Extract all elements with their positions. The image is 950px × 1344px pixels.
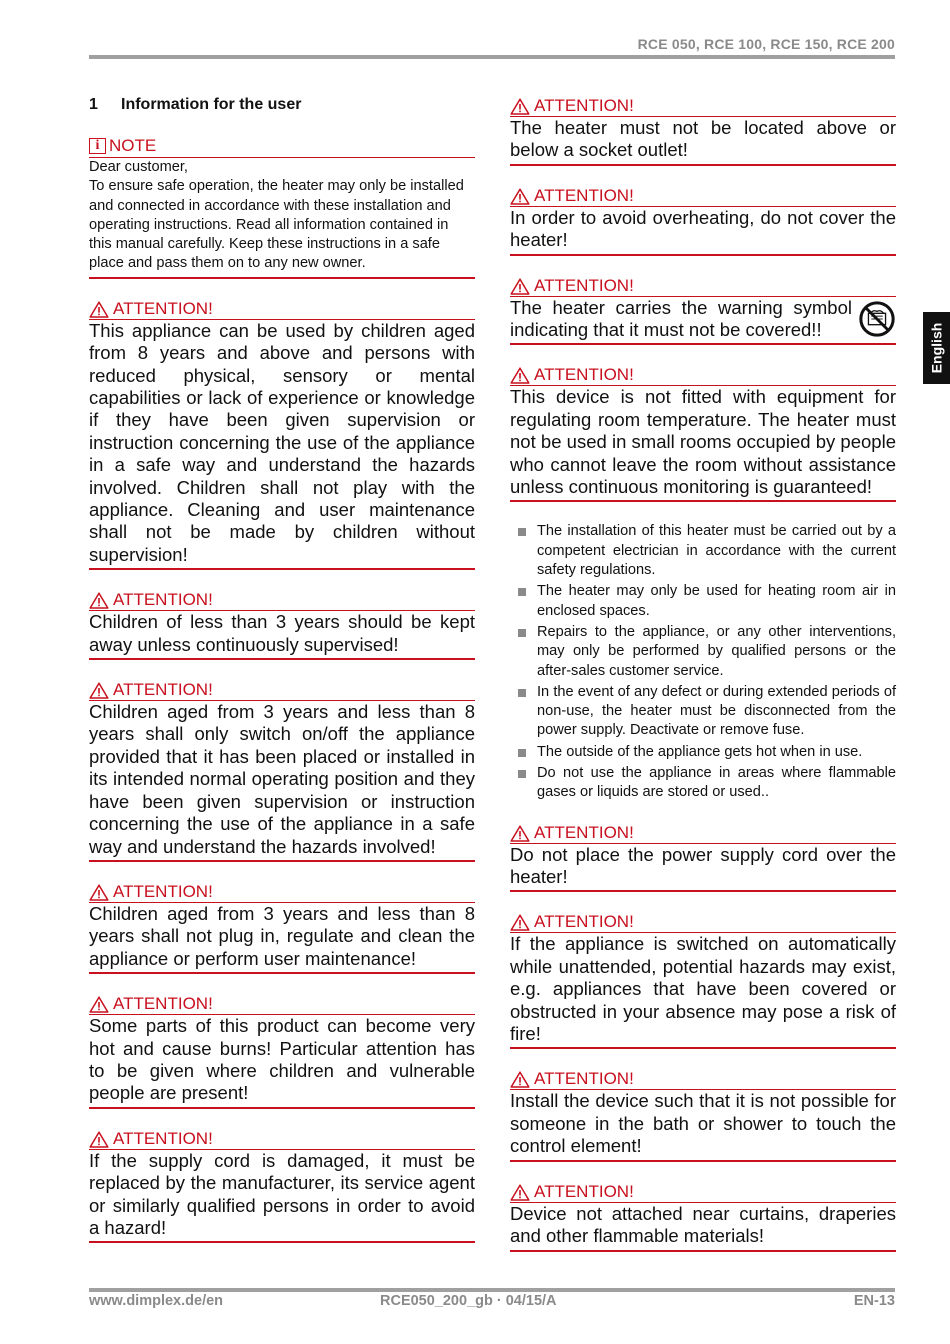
do-not-cover-icon (858, 300, 896, 338)
attention-text: This device is not fitted with equipment for regulating room temperature. The heater must not be used in small rooms occupied by people who cannot leave the room without assistance unless continuous monitoring is guaranteed! (510, 386, 896, 498)
attention-label: ATTENTION! (534, 1069, 634, 1089)
language-tab (923, 312, 950, 384)
attention-label: ATTENTION! (534, 365, 634, 385)
warning-triangle-icon (510, 1071, 530, 1088)
attention-heading (510, 186, 896, 207)
attention-heading (89, 680, 475, 701)
header-rule (89, 55, 895, 59)
attention-text: The heater must not be located above or below a socket outlet! (510, 117, 896, 161)
attention-box (510, 1069, 896, 1161)
list-item (510, 623, 896, 681)
square-bullet-icon (518, 528, 526, 536)
attention-label: ATTENTION! (113, 1128, 213, 1148)
attention-text: Device not attached near curtains, draperies and other flammable materials! (510, 1202, 896, 1247)
attention-label: ATTENTION! (113, 298, 213, 318)
attention-box (89, 882, 475, 974)
square-bullet-icon (518, 689, 526, 697)
attention-heading (510, 912, 896, 933)
attention-box (89, 994, 475, 1109)
list-item-text: The installation of this heater must be carried out by a competent electrician in accordance with the current safety regulations. (537, 523, 896, 579)
warning-triangle-icon (510, 98, 530, 115)
warning-triangle-icon (89, 996, 109, 1013)
attention-label: ATTENTION! (534, 185, 634, 205)
attention-label: ATTENTION! (534, 822, 634, 842)
list-item-text: The outside of the appliance gets hot when in use. (537, 743, 863, 760)
attention-text: Children aged from 3 years and less than 8 years shall not plug in, regulate and clean the appliance or perform user maintenance! (89, 902, 475, 969)
list-item (510, 764, 896, 803)
warning-triangle-icon (510, 278, 530, 295)
attention-text: If the appliance is switched on automatically while unattended, potential hazards may exist, e.g. appliances that have been covered or obstructed in your absence may pose a risk of fire! (510, 933, 896, 1045)
document-header-title: RCE 050, RCE 100, RCE 150, RCE 200 (637, 36, 895, 52)
warning-triangle-icon (510, 914, 530, 931)
footer-rule (89, 1288, 895, 1292)
warning-triangle-icon (89, 884, 109, 901)
attention-box (89, 680, 475, 862)
section-heading (89, 96, 475, 114)
attention-text: Install the device such that it is not possible for someone in the bath or shower to touch the control element! (510, 1090, 896, 1157)
warning-triangle-icon (510, 188, 530, 205)
square-bullet-icon (518, 770, 526, 778)
list-item-text: The heater may only be used for heating room air in enclosed spaces. (537, 583, 896, 619)
note-salutation: Dear customer, (89, 159, 188, 175)
attention-heading (510, 1069, 896, 1090)
attention-box (510, 912, 896, 1049)
attention-heading (510, 96, 896, 117)
warning-triangle-icon (510, 825, 530, 842)
attention-heading (510, 823, 896, 844)
attention-heading (89, 1129, 475, 1150)
attention-label: ATTENTION! (534, 96, 634, 115)
attention-label: ATTENTION! (534, 1181, 634, 1201)
attention-heading (510, 365, 896, 386)
attention-text: If the supply cord is damaged, it must be replaced by the manufacturer, its service agent or similarly qualified persons in order to avoid a hazard! (89, 1149, 475, 1238)
attention-heading (89, 590, 475, 611)
attention-box (510, 96, 896, 166)
warning-triangle-icon (89, 301, 109, 318)
note-box (89, 136, 475, 279)
attention-box (89, 1129, 475, 1244)
attention-heading (510, 276, 896, 297)
safety-bullet-list (510, 522, 896, 802)
attention-box (89, 590, 475, 660)
list-item (510, 522, 896, 580)
warning-triangle-icon (89, 682, 109, 699)
attention-heading (89, 994, 475, 1015)
warning-triangle-icon (510, 1184, 530, 1201)
square-bullet-icon (518, 588, 526, 596)
square-bullet-icon (518, 629, 526, 637)
attention-text: Some parts of this product can become very hot and cause burns! Particular attention has to be given where children and vulnerable people are present! (89, 1015, 475, 1104)
note-body: To ensure safe operation, the heater may only be installed and connected in accordance with these installation and operating instructions. Read all information contained in this manual carefully. Keep these instructions in a safe place and pass them on to any new owner. (89, 178, 464, 272)
attention-box (510, 186, 896, 256)
info-icon: i (89, 138, 106, 154)
attention-text: Children aged from 3 years and less than 8 years shall only switch on/off the appliance provided that it has been placed or installed in its intended normal operating position and they have been given supervision or instruction concerning the use of the appliance in a safe way and understand the hazards involved! (89, 701, 475, 857)
attention-label: ATTENTION! (534, 275, 634, 295)
attention-heading (510, 1182, 896, 1203)
attention-box (510, 823, 896, 893)
attention-label: ATTENTION! (113, 590, 213, 610)
note-label: NOTE (109, 136, 157, 155)
list-item-text: In the event of any defect or during extended periods of non-use, the heater must be disconnected from the power supply. Deactivate or remove fuse. (537, 683, 896, 739)
list-item (510, 683, 896, 741)
footer-page-number: EN-13 (853, 1293, 895, 1309)
attention-box (510, 365, 896, 502)
attention-box (510, 276, 896, 346)
warning-triangle-icon (89, 1131, 109, 1148)
attention-box (89, 299, 475, 570)
attention-text: This appliance can be used by children aged from 8 years and above and persons with reduced physical, sensory or mental capabilities or lack of experience or knowledge if they have been given supervision or instruction concerning the use of the appliance in a safe way and understand the hazards involved. Children shall not play with the appliance. Cleaning and user maintenance shall not be made by children without supervision! (89, 319, 475, 565)
list-item-text: Repairs to the appliance, or any other interventions, may only be performed by qualified persons or the after-sales customer service. (537, 623, 896, 679)
list-item (510, 743, 896, 762)
list-item (510, 582, 896, 621)
attention-box (510, 1182, 896, 1252)
attention-label: ATTENTION! (534, 912, 634, 932)
footer-document-code: RCE050_200_gb · 04/15/A (380, 1293, 557, 1309)
attention-text: Do not place the power supply cord over the heater! (510, 843, 896, 888)
square-bullet-icon (518, 749, 526, 757)
attention-heading (89, 882, 475, 903)
language-tab-label: English (928, 322, 945, 374)
footer-website: www.dimplex.de/en (89, 1293, 224, 1309)
attention-label: ATTENTION! (113, 680, 213, 700)
attention-text: Children of less than 3 years should be kept away unless continuously supervised! (89, 611, 475, 655)
note-heading (89, 136, 475, 158)
right-column (510, 96, 896, 1272)
attention-text: The heater carries the warning symbol indicating that it must not be covered!! (510, 296, 852, 341)
attention-label: ATTENTION! (113, 994, 213, 1014)
warning-triangle-icon (510, 367, 530, 384)
attention-text: In order to avoid overheating, do not cover the heater! (510, 206, 896, 251)
list-item-text: Do not use the appliance in areas where flammable gases or liquids are stored or used.. (537, 765, 896, 801)
attention-body (510, 297, 896, 342)
attention-heading (89, 299, 475, 320)
warning-triangle-icon (89, 592, 109, 609)
section-title: Information for the user (121, 96, 302, 113)
attention-label: ATTENTION! (113, 881, 213, 901)
section-number: 1 (89, 96, 98, 113)
left-column (89, 96, 475, 1263)
